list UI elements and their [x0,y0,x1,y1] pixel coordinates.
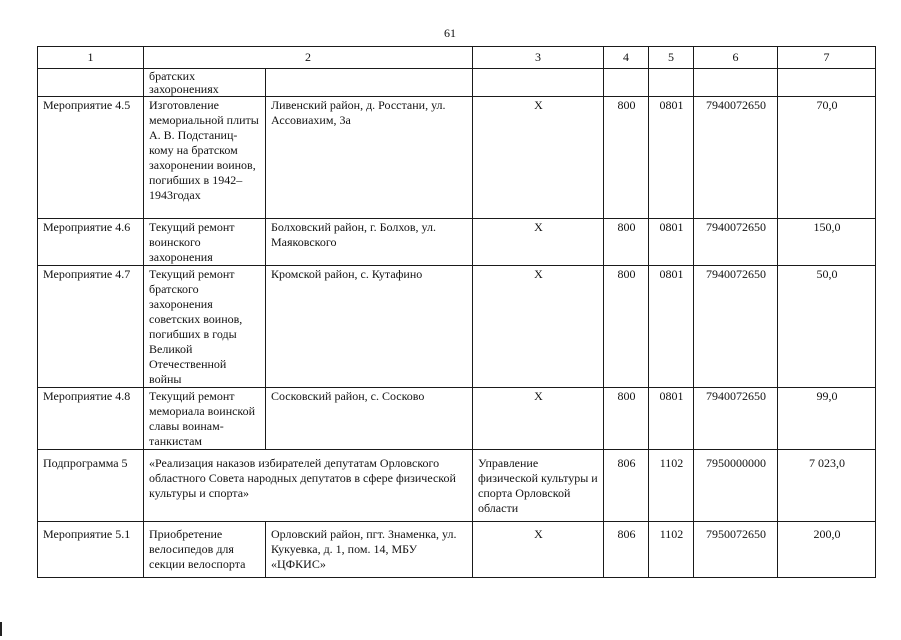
row-c6: 7940072650 [694,219,778,266]
table-row [38,266,876,388]
row-location [266,69,473,97]
row-c5: 1102 [649,450,694,522]
row-c4 [604,69,649,97]
row-c7: 70,0 [778,97,876,219]
table-row [38,219,876,266]
row-c5: 1102 [649,522,694,578]
row-c7 [778,69,876,97]
row-title: Приобретение велосипедов для секции велоспорта [144,522,266,578]
row-c4: 800 [604,266,649,388]
row-c4: 806 [604,522,649,578]
table-row [38,69,876,97]
row-c4: 800 [604,97,649,219]
row-c7: 50,0 [778,266,876,388]
row-c5: 0801 [649,97,694,219]
row-executor: Х [473,388,604,450]
row-c7: 7 023,0 [778,450,876,522]
row-title: Текущий ремонт братского захоронения советских воинов, погибших в годы Великой Отечественной войны [144,266,266,388]
scan-edge-mark [0,622,2,636]
row-executor [473,69,604,97]
column-header-1: 1 [38,47,144,69]
column-header-7: 7 [778,47,876,69]
row-c6: 7940072650 [694,97,778,219]
row-location: Ливенский район, д. Росстани, ул. Ассовиахим, 3а [266,97,473,219]
row-title: Текущий ремонт мемориала воинской славы воинам-танкистам [144,388,266,450]
column-header-3: 3 [473,47,604,69]
row-c7: 150,0 [778,219,876,266]
column-header-2: 2 [144,47,473,69]
row-name: Мероприятие 4.8 [38,388,144,450]
row-c4: 800 [604,388,649,450]
row-name: Мероприятие 4.7 [38,266,144,388]
row-name [38,69,144,97]
table-row [38,97,876,219]
table-row [38,522,876,578]
row-c7: 200,0 [778,522,876,578]
row-location: Кромской район, с. Кутафино [266,266,473,388]
page-number: 61 [444,26,456,40]
row-c6: 7950072650 [694,522,778,578]
row-c6 [694,69,778,97]
row-title: «Реализация наказов избирателей депутатам Орловского областного Совета народных депутатов в сфере физической культуры и спорта» [144,450,473,522]
row-c7: 99,0 [778,388,876,450]
row-c6: 7940072650 [694,388,778,450]
row-title: братских захоронениях [144,69,266,97]
row-executor: Х [473,97,604,219]
row-c4: 800 [604,219,649,266]
row-c5 [649,69,694,97]
row-title: Текущий ремонт воинского захоронения [144,219,266,266]
table-row [38,388,876,450]
column-header-4: 4 [604,47,649,69]
row-executor: Х [473,266,604,388]
row-location: Орловский район, пгт. Знаменка, ул. Кукуевка, д. 1, пом. 14, МБУ «ЦФКИС» [266,522,473,578]
row-c4: 806 [604,450,649,522]
header-row [38,47,876,69]
row-location: Болховский район, г. Болхов, ул. Маяковского [266,219,473,266]
column-header-5: 5 [649,47,694,69]
table-row [38,450,876,522]
row-executor: Управление физической культуры и спорта Орловской области [473,450,604,522]
budget-table [37,46,876,578]
row-c6: 7950000000 [694,450,778,522]
row-executor: Х [473,522,604,578]
row-name: Подпрограмма 5 [38,450,144,522]
row-name: Мероприятие 5.1 [38,522,144,578]
row-executor: Х [473,219,604,266]
row-c6: 7940072650 [694,266,778,388]
row-c5: 0801 [649,388,694,450]
row-location: Сосковский район, с. Сосково [266,388,473,450]
row-title: Изготовление мемориальной плиты А. В. Подстаниц-кому на братском захоронении воинов, погибших в 1942–1943годах [144,97,266,219]
column-header-6: 6 [694,47,778,69]
row-name: Мероприятие 4.6 [38,219,144,266]
row-c5: 0801 [649,266,694,388]
row-c5: 0801 [649,219,694,266]
row-name: Мероприятие 4.5 [38,97,144,219]
